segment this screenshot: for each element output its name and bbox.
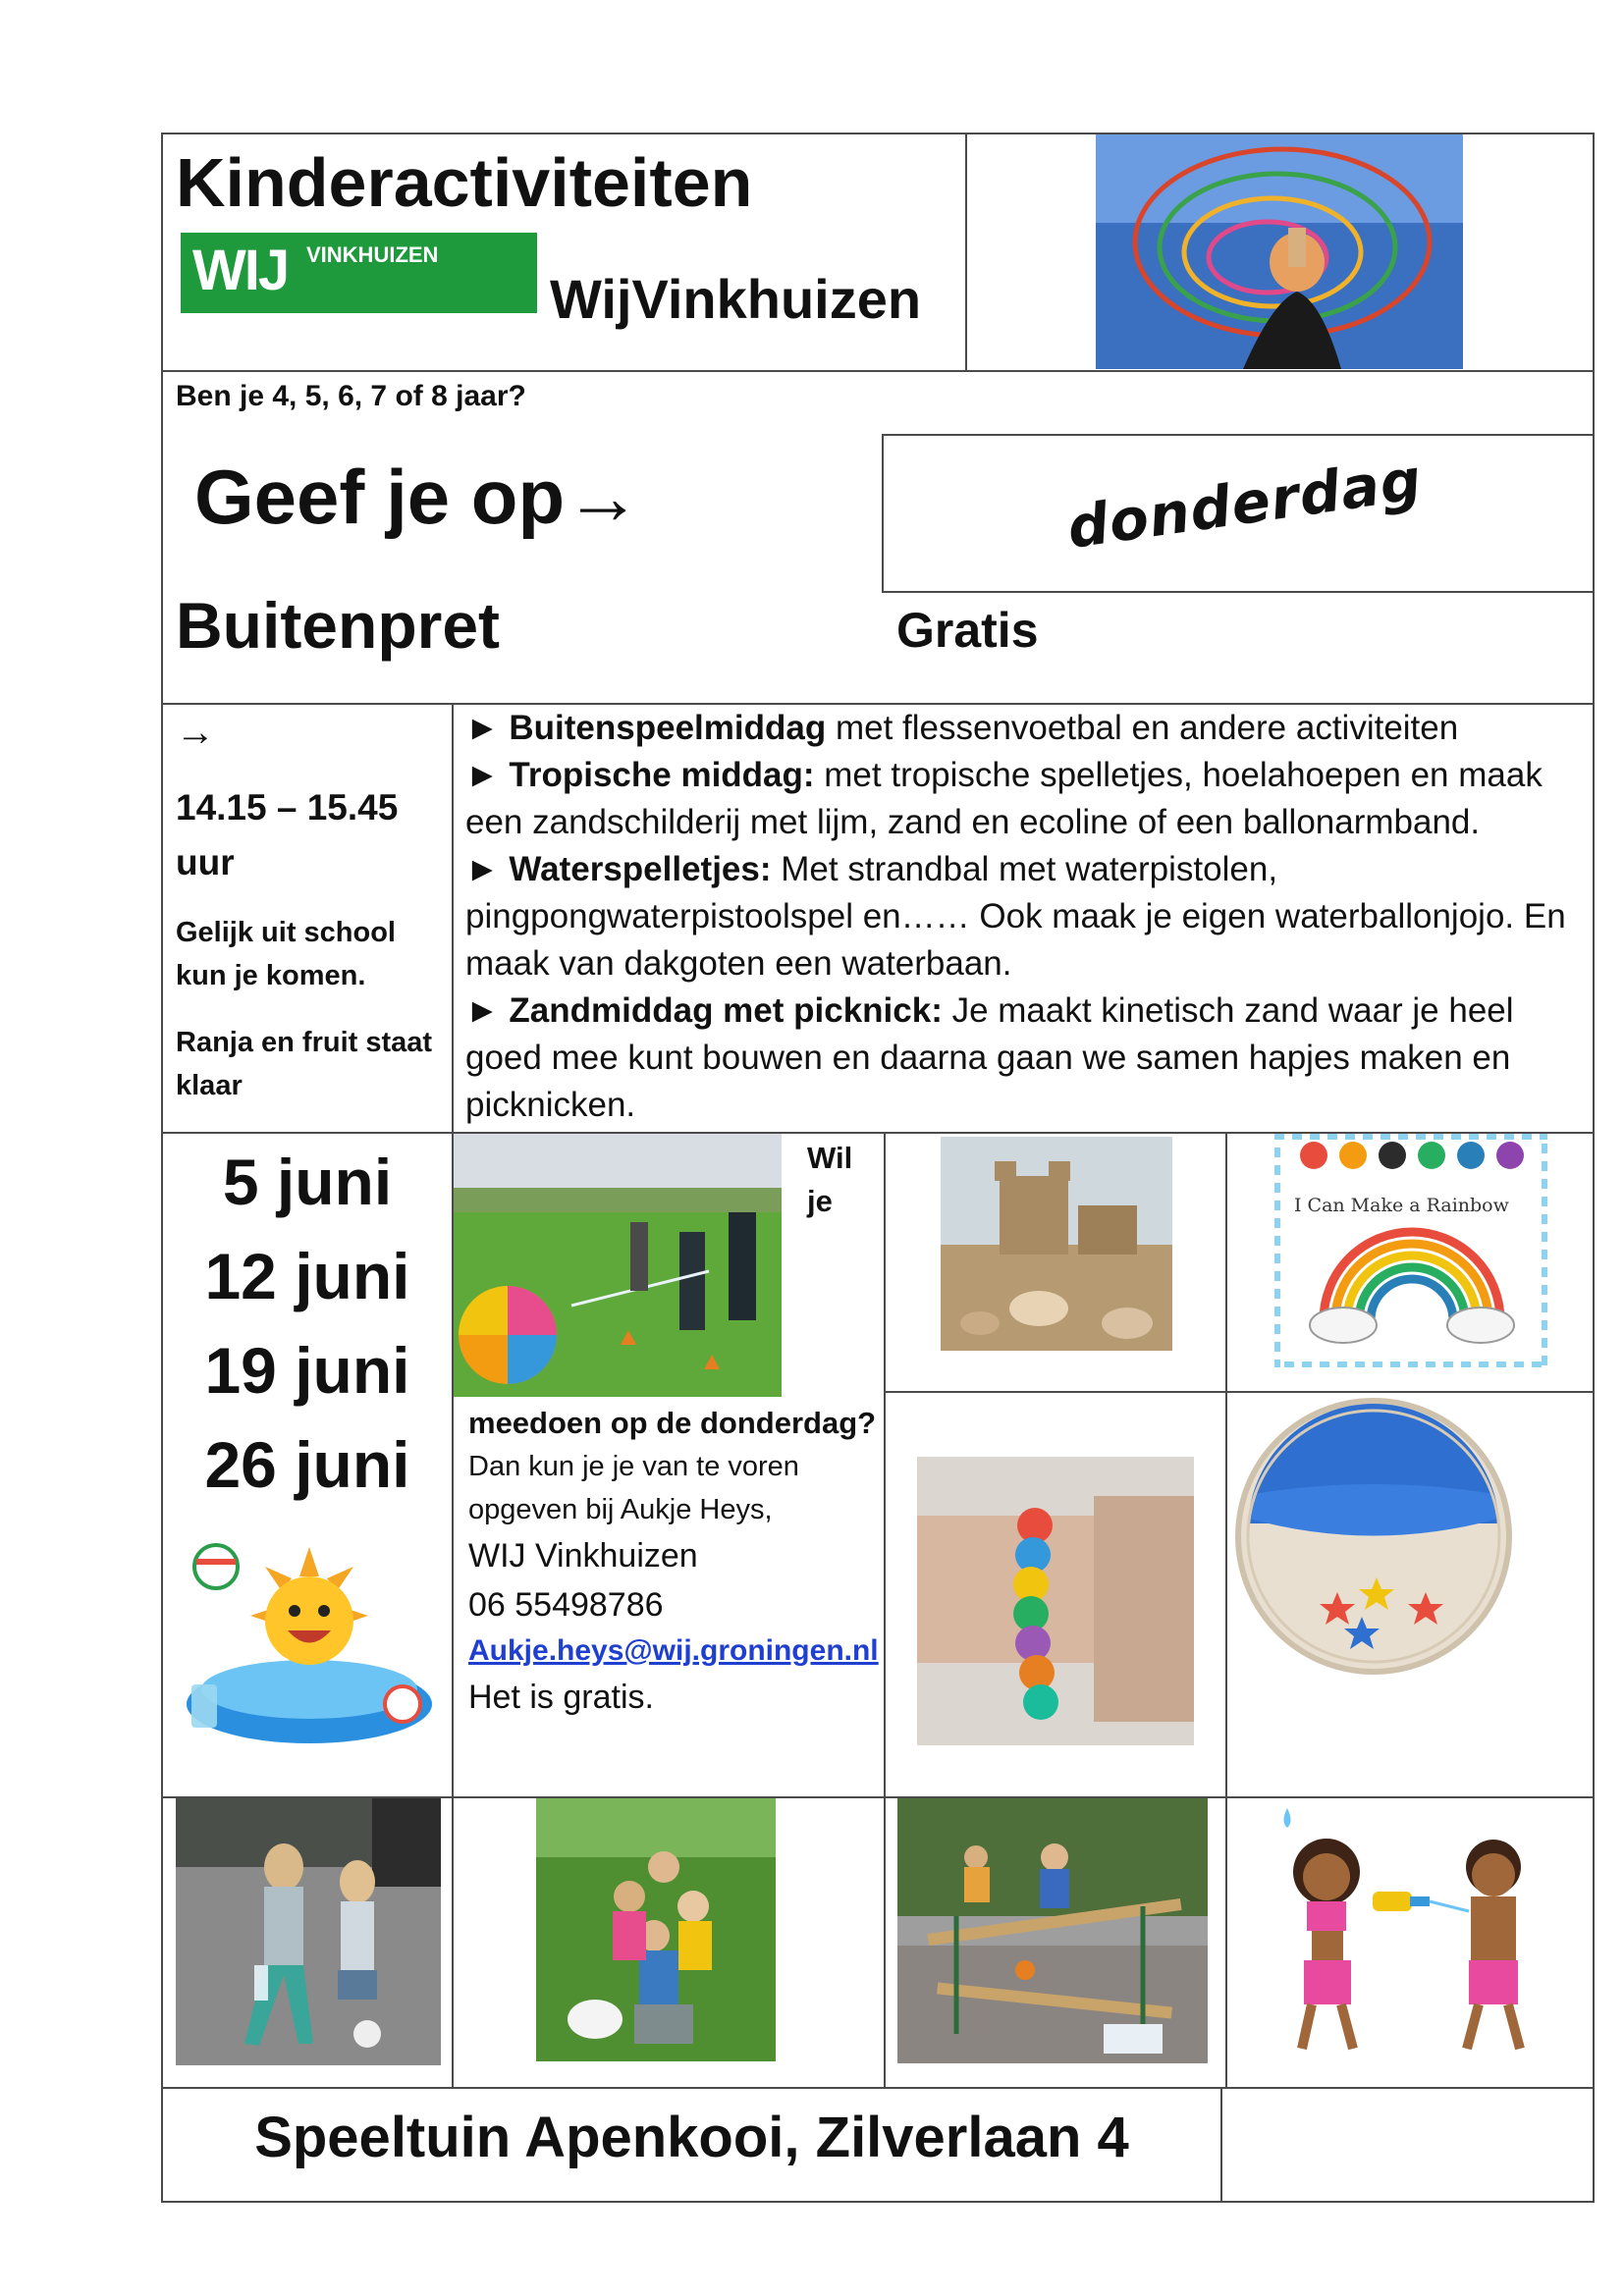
activity-item: ► Tropische middag: met tropische spelletjes, hoelahoepen en maak een zandschilderij met lijm, zand en ecoline of een ballonarmband. bbox=[465, 756, 1543, 841]
activity-item: ► Zandmiddag met picknick: Je maakt kinetisch zand waar je heel goed mee kunt bouwen en daarna gaan we samen hapjes maken en picknicken. bbox=[465, 991, 1514, 1124]
bottle-football-photo bbox=[176, 1798, 441, 2065]
contact-question-word1: Wil bbox=[807, 1141, 853, 1175]
date-item: 12 juni bbox=[204, 1240, 410, 1312]
day-stamp-box bbox=[882, 434, 1595, 593]
balloon-bracelet-photo bbox=[917, 1457, 1194, 1745]
day-stamp: donderdag bbox=[1063, 446, 1427, 561]
divider-bottom-row-col2 bbox=[452, 1796, 454, 2088]
divider-footer-vertical bbox=[1220, 2087, 1222, 2203]
activity-list bbox=[465, 705, 1585, 1129]
org-name: WijVinkhuizen bbox=[550, 268, 922, 330]
contact-free-note: Het is gratis. bbox=[468, 1679, 654, 1716]
price-label: Gratis bbox=[896, 603, 1039, 658]
divider-footer-top bbox=[161, 2087, 1595, 2089]
sun-pool-illustration bbox=[172, 1508, 447, 1753]
contact-block bbox=[468, 1402, 881, 1722]
contact-question-word2: je bbox=[807, 1184, 833, 1218]
wij-logo bbox=[181, 233, 537, 313]
divider-photo-mid bbox=[884, 1391, 1595, 1393]
arrow-icon: → bbox=[176, 711, 215, 754]
divider-header-bottom bbox=[161, 370, 1595, 372]
page-title: Kinderactiviteiten bbox=[176, 144, 753, 221]
note-drinks: Ranja en fruit staat klaar bbox=[176, 1027, 433, 1101]
date-item: 19 juni bbox=[204, 1334, 410, 1407]
signup-heading: Geef je op→ bbox=[194, 454, 642, 540]
contact-email-link[interactable]: Aukje.heys@wij.groningen.nl bbox=[468, 1634, 879, 1667]
date-item: 26 juni bbox=[204, 1428, 410, 1501]
contact-phone: 06 55498786 bbox=[468, 1586, 664, 1624]
sandcastle-photo bbox=[941, 1137, 1172, 1351]
note-school: Gelijk uit school kun je komen. bbox=[176, 917, 396, 991]
date-list bbox=[163, 1135, 452, 1512]
water-pistol-kids-illustration bbox=[1263, 1798, 1557, 2063]
contact-instructions: Dan kun je je van te voren opgeven bij Aukje Heys, bbox=[468, 1451, 799, 1525]
footer-location: Speeltuin Apenkooi, Zilverlaan 4 bbox=[254, 2106, 1129, 2169]
water-play-photo bbox=[454, 1134, 782, 1397]
water-track-photo bbox=[897, 1798, 1208, 2063]
wij-logo-sub: VINKHUIZEN bbox=[306, 242, 439, 267]
rainbow-craft-photo bbox=[1274, 1134, 1547, 1367]
activity-item: ► Buitenspeelmiddag met flessenvoetbal en andere activiteiten bbox=[465, 709, 1459, 747]
kids-group-photo bbox=[536, 1798, 776, 2061]
sand-plate-photo bbox=[1229, 1396, 1518, 1677]
divider-col3 bbox=[884, 1132, 886, 2088]
rainbow-caption: I Can Make a Rainbow bbox=[1294, 1195, 1509, 1216]
time-unit: uur bbox=[176, 842, 235, 882]
activity-item: ► Waterspelletjes: Met strandbal met waterpistolen, pingpongwaterpistoolspel en…… Ook maak je eigen waterballonjojo. En maak van dakgoten een waterbaan. bbox=[465, 850, 1566, 983]
date-item: 5 juni bbox=[222, 1146, 393, 1218]
activity-title: Buitenpret bbox=[176, 589, 500, 662]
hula-hoop-photo bbox=[1096, 134, 1463, 369]
contact-question: meedoen op de donderdag? bbox=[468, 1406, 877, 1440]
wij-logo-mark: WIJ bbox=[192, 239, 289, 302]
divider-col4 bbox=[1225, 1132, 1227, 2088]
divider-header-vertical bbox=[965, 133, 967, 371]
contact-org: WIJ Vinkhuizen bbox=[468, 1537, 698, 1575]
age-question: Ben je 4, 5, 6, 7 of 8 jaar? bbox=[176, 380, 526, 412]
time-range: 14.15 – 15.45 bbox=[176, 787, 399, 828]
border-bottom bbox=[161, 2201, 1595, 2203]
